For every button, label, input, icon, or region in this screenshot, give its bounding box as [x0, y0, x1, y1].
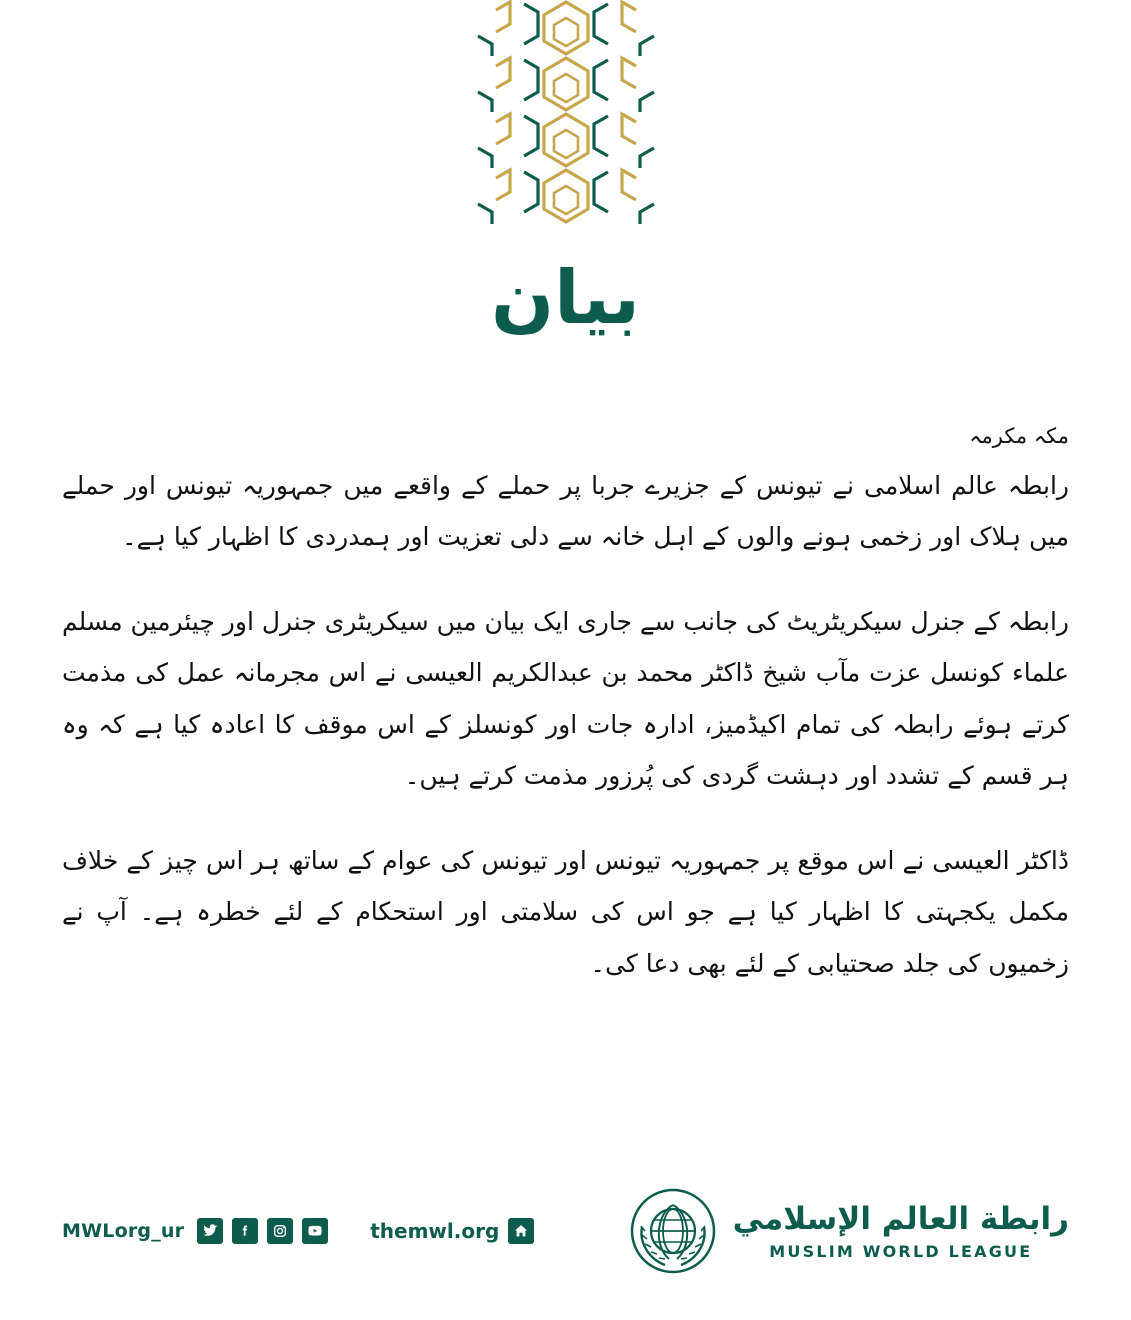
- geometric-pattern-icon: [476, 0, 656, 228]
- paragraph-3: ڈاکٹر العیسی نے اس موقع پر جمہوریہ تیونس اور تیونس کی عوام کے ساتھ ہر اس چیز کے خلاف مکمل یکجہتی کا اظہار کیا ہے جو اس کی سلامتی اور استحکام کے لئے خطرہ ہے۔ آپ نے زخمیوں کی جلد صحتیابی کے لئے بھی دعا کی۔: [62, 846, 1069, 978]
- twitter-icon[interactable]: [197, 1218, 223, 1244]
- instagram-icon[interactable]: [267, 1218, 293, 1244]
- brand-name-arabic: رابطة العالم الإسلامي: [732, 1200, 1069, 1237]
- website-label: themwl.org: [370, 1219, 500, 1243]
- home-icon[interactable]: [508, 1218, 534, 1244]
- dateline: مکہ مکرمہ: [969, 424, 1069, 448]
- page-title: بيان: [491, 255, 640, 341]
- paragraph-2: رابطہ کے جنرل سیکریٹریٹ کی جانب سے جاری ایک بیان میں سیکریٹری جنرل اور چیئرمین مسلم علماء کونسل عزت مآب شیخ ڈاکٹر محمد بن عبدالکریم العیسی نے اس مجرمانہ عمل کی مذمت کرتے ہوئے رابطہ کی تمام اکیڈمیز، ادارہ جات اور کونسلز کے اس موقف کا اعادہ کیا ہے کہ وہ ہر قسم کے تشدد اور دہشت گردی کی پُرزور مذمت کرتے ہیں۔: [62, 607, 1069, 790]
- footer-links: [62, 1218, 534, 1244]
- social-links: [62, 1218, 328, 1244]
- brand-lockup: [629, 1187, 1069, 1275]
- header-ornament: [0, 0, 1131, 228]
- website-link[interactable]: [370, 1218, 534, 1244]
- brand-text: [733, 1201, 1069, 1261]
- footer: [0, 1176, 1131, 1286]
- paragraph-1: رابطہ عالم اسلامی نے تیونس کے جزیرے جربا پر حملے کے واقعے میں جمہوریہ تیونس اور حملے میں ہلاک اور زخمی ہونے والوں کے اہل خانہ سے دلی تعزیت اور ہمدردی کا اظہار کیا ہے۔: [62, 470, 1069, 551]
- globe-wreath-emblem-icon: [629, 1187, 717, 1275]
- social-handle: MWLorg_ur: [62, 1220, 185, 1242]
- brand-name-english: MUSLIM WORLD LEAGUE: [769, 1242, 1033, 1262]
- facebook-icon[interactable]: [232, 1218, 258, 1244]
- youtube-icon[interactable]: [302, 1218, 328, 1244]
- statement-body: [0, 420, 1131, 989]
